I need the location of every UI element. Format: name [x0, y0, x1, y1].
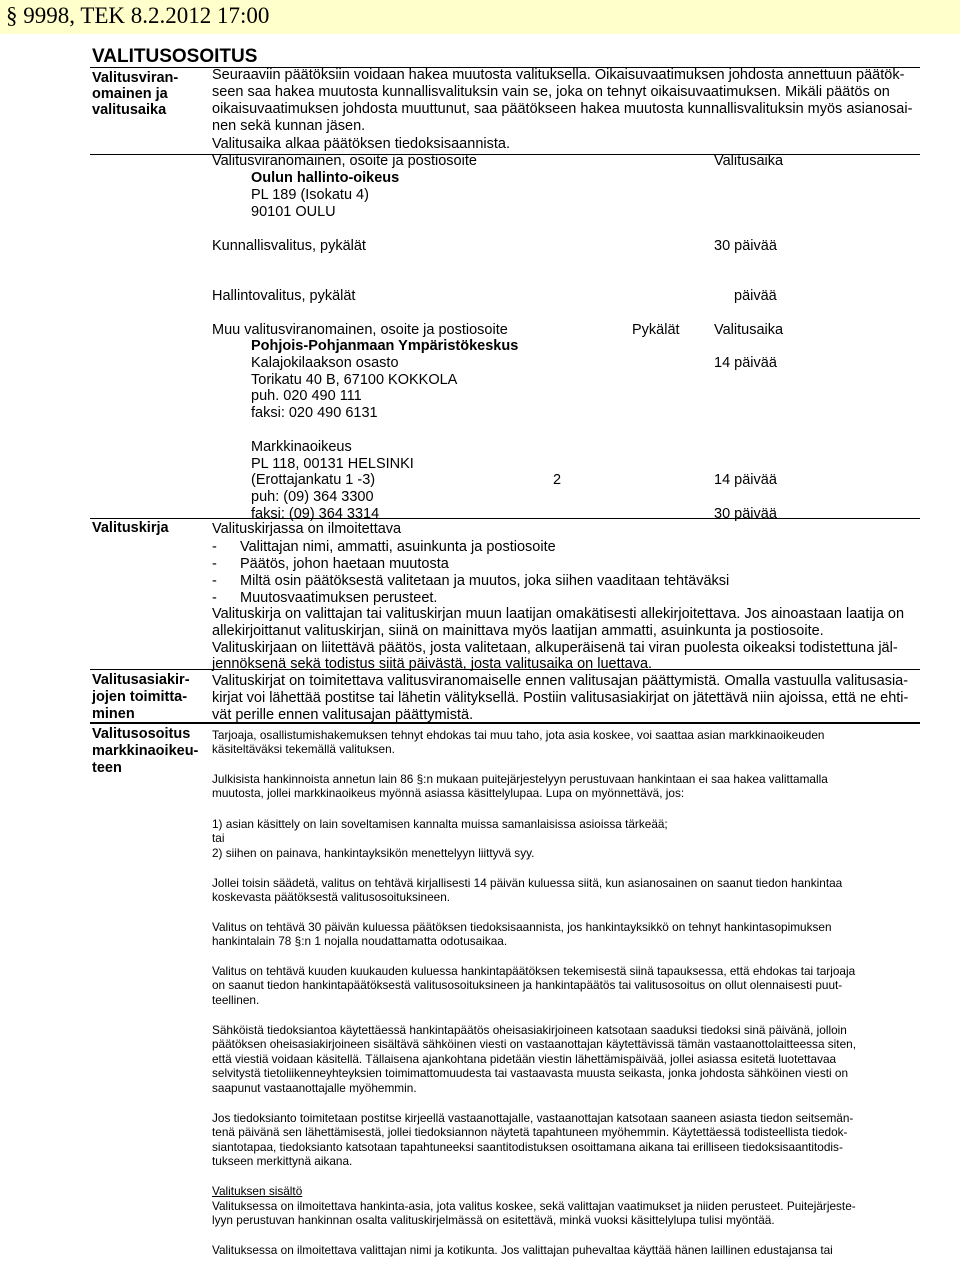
other-authority-name: Pohjois-Pohjanmaan Ympäristökeskus	[251, 338, 519, 354]
market-para-6-line-3: teellinen.	[212, 993, 260, 1007]
valituksen-sisalto-heading: Valituksen sisältö	[212, 1184, 303, 1198]
market-para-7-line-1: Sähköistä tiedoksiantoa käytettäessä hankintapäätös oheisasiakirjoineen katsotaan saaduksi tiedoksi sinä päivänä, jolloin	[212, 1023, 847, 1037]
label-markkinaoikeus-2: markkinaoikeu-	[92, 743, 199, 759]
market-court-name: Markkinaoikeus	[251, 439, 352, 455]
valituskirja-dash-2: -	[212, 556, 217, 572]
market-court-time-1: 14 päivää	[714, 472, 777, 488]
other-authority-line-2: Torikatu 40 B, 67100 KOKKOLA	[251, 372, 458, 388]
intro-line-2: seen saa hakea muutosta kunnallisvalituksin vain se, joka on tehnyt oikaisuvaatimuksen. Mikäli päätös on	[212, 84, 890, 100]
other-authority-time-heading: Valitusaika	[714, 322, 784, 338]
other-authority-heading: Muu valitusviranomainen, osoite ja postiosoite	[212, 322, 508, 338]
valituskirja-item-3: Miltä osin päätöksestä valitetaan ja muutos, joka siihen vaaditaan tehtäväksi	[240, 573, 730, 589]
valituskirja-item-4: Muutosvaatimuksen perusteet.	[240, 590, 438, 606]
valituskirja-dash-3: -	[212, 573, 217, 589]
market-court-line-1: PL 118, 00131 HELSINKI	[251, 456, 414, 472]
kunnallisvalitus-label: Kunnallisvalitus, pykälät	[212, 238, 366, 254]
market-court-line-2: (Erottajankatu 1 -3)	[251, 472, 376, 488]
market-para-6-line-2: on saanut tiedon hankintapäätöksestä valitusosoituksineen ja hankintapäätös tai valitusosoitus on ollut olennaisesti puut-	[212, 978, 843, 992]
market-para-8-line-1: Jos tiedoksianto toimitetaan postitse kirjeellä vastaanottajalle, vastaanottajan katsotaan saaneen asiasta tiedon seitsemän-	[212, 1111, 854, 1125]
other-authority-pykalat: Pykälät	[632, 322, 680, 338]
market-para-5-line-1: Valitus on tehtävä 30 päivän kuluessa päätöksen tiedoksisaannista, jos hankintayksikkö on tehnyt hankintasopimuksen	[212, 920, 832, 934]
page-title: VALITUSOSOITUS	[92, 46, 258, 67]
valituskirja-para-3: Valituskirjaan on liitettävä päätös, josta valitetaan, alkuperäisenä tai viran puolesta oikeaksi todistettuna jäl-	[212, 640, 898, 656]
market-para-4-line-1: Jollei toisin säädetä, valitus on tehtävä kirjallisesti 14 päivän kuluessa siitä, kun asianosainen on saanut tiedon hankintaa	[212, 876, 843, 890]
label-valitusviranomainen-1: Valitusviran-	[92, 70, 179, 86]
market-para-7-line-4: selvitystä tietoliikenneyhteyksien toimimattomuudesta tai vastaavasta muusta seikasta, jonka johdosta sähköinen viesti on	[212, 1066, 849, 1080]
market-para-5-line-2: hankintalain 78 §:n 1 nojalla noudattamatta odotusaikaa.	[212, 934, 508, 948]
toimittaminen-line-1: Valituskirjat on toimitettava valitusviranomaiselle ennen valitusajan päättymistä. Omalla vastuulla valitusasia-	[212, 673, 909, 689]
market-para-2-line-1: Julkisista hankinnoista annetun lain 86 §:n mukaan puitejärjestelyyn perustuvaan hankintaan ei saa hakea valittamalla	[212, 772, 828, 786]
page-header	[0, 0, 960, 34]
valituskirja-intro: Valituskirjassa on ilmoitettava	[212, 521, 402, 537]
market-para-2-line-2: muutosta, jollei markkinaoikeus myönnä asiassa käsittelylupaa. Lupa on myönnettävä, jos:	[212, 786, 685, 800]
section-header-text: § 9998, TEK 8.2.2012 17:00	[6, 3, 270, 28]
authority-address-2: 90101 OULU	[251, 204, 336, 220]
intro-line-1: Seuraaviin päätöksiin voidaan hakea muutosta valituksella. Oikaisuvaatimuksen johdosta annettuun päätök-	[212, 67, 905, 83]
valituskirja-para-1: Valituskirja on valittajan tai valituskirjan muun laatijan omakätisesti allekirjoitettava. Jos ainoastaan laatija on	[212, 606, 905, 622]
intro-line-4: nen sekä kunnan jäsen.	[212, 118, 366, 134]
toimittaminen-line-2: kirjat voi lähettää postitse tai lähetin välityksellä. Postiin valitusasiakirjat on jätettävä niin ajoissa, että ne ehti-	[212, 690, 909, 706]
hallintovalitus-time: päivää	[734, 288, 777, 304]
market-para-7-line-2: päätöksen oheisasiakirjoineen sisältävä sähköinen viesti on vastaanottajan käytettävissä tämän vastaanottolaitteessa siten,	[212, 1037, 856, 1051]
market-para-8-line-4: tukseen merkittynä aikana.	[212, 1154, 353, 1168]
label-valitusasiakirjat-2: jojen toimitta-	[92, 689, 188, 705]
market-para-8-line-3: siantotapaa, tiedoksianto katsotaan tapahtuneeksi saantitodistuksen osoittamana aikana tai erilliseen tiedoksisaantitodis-	[212, 1140, 843, 1154]
market-para-4-line-2: koskevasta päätöksestä valitusosoituksineen.	[212, 890, 451, 904]
other-authority-line-3: puh. 020 490 111	[251, 388, 362, 404]
valituskirja-item-2: Päätös, johon haetaan muutosta	[240, 556, 449, 572]
label-valituskirja: Valituskirja	[92, 520, 169, 536]
market-para-3-line-1: 1) asian käsittely on lain soveltamisen kannalta muissa samanlaisissa asioissa tärkeää;	[212, 817, 668, 831]
toimittaminen-line-3: vät perille ennen valitusajan päättymistä.	[212, 707, 474, 723]
market-para-3-line-2: tai	[212, 831, 225, 845]
authority-address-1: PL 189 (Isokatu 4)	[251, 187, 369, 203]
intro-line-5: Valitusaika alkaa päätöksen tiedoksisaannista.	[212, 136, 510, 152]
hallintovalitus-label: Hallintovalitus, pykälät	[212, 288, 356, 304]
market-para-1-line-1: Tarjoaja, osallistumishakemuksen tehnyt ehdokas tai muu taho, jota asia koskee, voi saattaa asian markkinaoikeuden	[212, 728, 825, 742]
label-valitusviranomainen-3: valitusaika	[92, 102, 167, 118]
market-para-3-line-3: 2) siihen on painava, hankintayksikön menettelyyn liittyvä syy.	[212, 846, 535, 860]
market-court-line-4: faksi: (09) 364 3314	[251, 506, 380, 522]
authority-name: Oulun hallinto-oikeus	[251, 170, 400, 186]
label-markkinaoikeus-1: Valitusosoitus	[92, 726, 191, 742]
market-para-6-line-1: Valitus on tehtävä kuuden kuukauden kuluessa hankintapäätöksen tekemisestä siinä tapauksessa, että ehdokas tai tarjoaja	[212, 964, 856, 978]
other-authority-line-1: Kalajokilaakson osasto	[251, 355, 399, 371]
label-valitusasiakirjat-1: Valitusasiakir-	[92, 672, 190, 688]
label-valitusasiakirjat-3: minen	[92, 706, 135, 722]
market-para-7-line-5: saapunut vastaanottajalle myöhemmin.	[212, 1081, 417, 1095]
valituksen-sisalto-last: Valituksessa on ilmoitettava valittajan nimi ja kotikunta. Jos valittajan puhevaltaa käyttää hänen laillinen edustajansa tai	[212, 1243, 833, 1257]
valituskirja-item-1: Valittajan nimi, ammatti, asuinkunta ja postiosoite	[240, 539, 556, 555]
label-markkinaoikeus-3: teen	[92, 760, 122, 776]
market-court-pykala: 2	[553, 472, 562, 488]
label-valitusviranomainen-2: omainen ja	[92, 86, 168, 102]
market-para-7-line-3: että viestiä voidaan käsitellä. Tällaisena ajankohtana pidetään viestin lähettämispäivää, jollei asiassa esitetä luotettavaa	[212, 1052, 837, 1066]
other-authority-time: 14 päivää	[714, 355, 777, 371]
valituksen-sisalto-line-2: lyyn perustuvan hankinnan osalta valituskirjelmässä on esitettävä, minkä vuoksi käsittelylupa tulisi myöntää.	[212, 1213, 775, 1227]
valituskirja-para-4: jennöksenä sekä todistus siitä päivästä, josta valitusaika on luettava.	[212, 656, 653, 672]
market-para-8-line-2: tenä päivänä sen lähettämisestä, jollei tiedoksiannon näytetä tapahtuneen myöhemmin. Käytettäessä todisteellista tiedok-	[212, 1125, 848, 1139]
market-court-line-3: puh: (09) 364 3300	[251, 489, 374, 505]
valituskirja-dash-1: -	[212, 539, 217, 555]
kunnallisvalitus-time: 30 päivää	[714, 238, 777, 254]
authority-time-heading: Valitusaika	[714, 153, 784, 169]
valituskirja-para-2: allekirjoittanut valituskirjan, siinä on mainittava myös laatijan ammatti, asuinkunta ja postiosoite.	[212, 623, 824, 639]
authority-heading: Valitusviranomainen, osoite ja postiosoite	[212, 153, 477, 169]
rule-before-valituskirja	[90, 518, 920, 519]
market-court-time-2: 30 päivää	[714, 506, 777, 522]
intro-line-3: oikaisuvaatimuksen johdosta muuttunut, saa päätökseen hakea muutosta kunnallisvalituksin myös asianosai-	[212, 101, 913, 117]
valituksen-sisalto-line-1: Valituksessa on ilmoitettava hankinta-asia, jota valitus koskee, sekä valittajan vaatimukset ja niiden perusteet. Puitejärjeste-	[212, 1199, 856, 1213]
other-authority-line-4: faksi: 020 490 6131	[251, 405, 378, 421]
market-para-1-line-2: käsiteltäväksi tekemällä valituksen.	[212, 742, 395, 756]
valituskirja-dash-4: -	[212, 590, 217, 606]
